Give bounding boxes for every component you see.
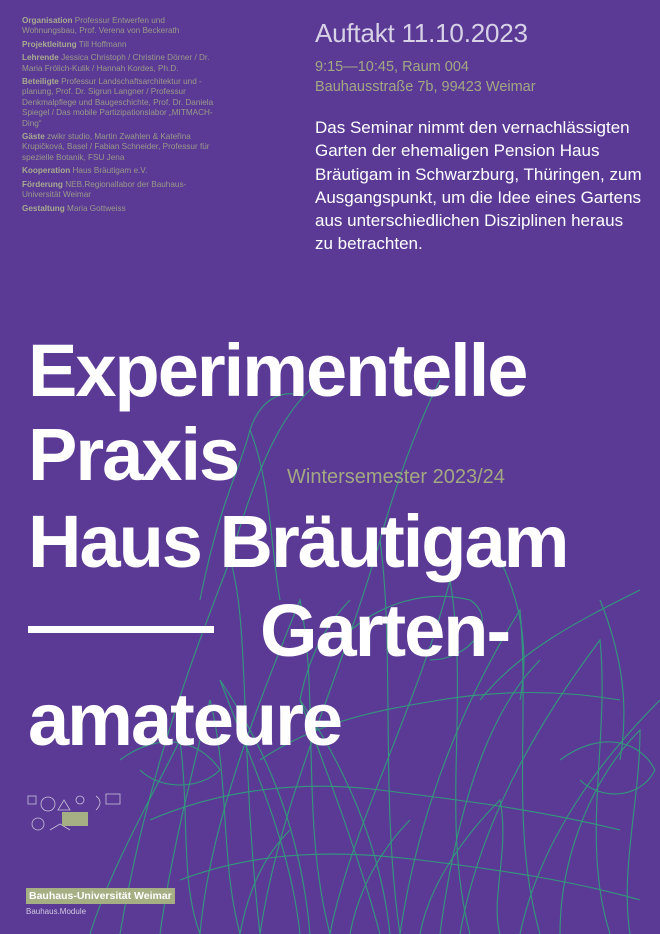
event-date: Auftakt 11.10.2023: [315, 18, 528, 48]
event-details: [315, 57, 536, 97]
title-line-5: amateure: [28, 678, 342, 761]
university-logo-text: Bauhaus-Universität Weimar: [26, 888, 175, 904]
credit-row: [22, 40, 218, 50]
title-line-2: Praxis: [28, 413, 239, 496]
credit-label: Organisation: [22, 16, 73, 25]
credit-text: NEB.Regionallabor der Bauhaus-Universität Weimar: [22, 179, 187, 200]
credit-text: Jessica Christoph / Christine Dörner / Dr. Maria Frölich-Kulik / Hannah Kordes, Ph.D.: [22, 53, 210, 73]
credit-row: [22, 53, 218, 74]
credit-label: Lehrende: [22, 53, 59, 63]
title-line-4: [28, 589, 510, 672]
credit-text: Till Hoffmann: [78, 39, 127, 49]
title-line-3: Haus Bräutigam: [28, 500, 568, 583]
credit-row: [22, 180, 218, 201]
event-time: 9:15—10:45, Raum 004: [315, 59, 469, 75]
credits-block: [22, 16, 218, 217]
credit-row: [22, 16, 218, 37]
credit-row: [22, 204, 218, 214]
seminar-description: Das Seminar nimmt den vernachlässigten Garten der ehemaligen Pension Haus Bräutigam in Schwarzburg, Thüringen, zum Ausgangspunkt, um die Idee eines Gartens aus unterschiedlichen Disziplinen heraus zu betrachten.: [315, 118, 642, 254]
event-address: Bauhausstraße 7b, 99423 Weimar: [315, 79, 536, 95]
credit-text: Haus Bräutigam e.V.: [72, 166, 148, 176]
credit-row: [22, 132, 218, 163]
credit-label: Kooperation: [22, 166, 71, 176]
credit-text: Professur Entwerfen und Wohnungsbau, Prof. Verena von Beckerath: [22, 16, 180, 36]
title-line-1: Experimentelle: [28, 329, 527, 412]
credit-text: Maria Gottweiss: [67, 203, 126, 213]
university-logo-sub: Bauhaus.Module: [26, 907, 87, 916]
credit-row: [22, 77, 218, 129]
semester-label: Wintersemester 2023/24: [287, 466, 505, 488]
credit-label: Beteiligte: [22, 77, 59, 87]
credit-row: [22, 166, 218, 176]
credit-label: Gestaltung: [22, 203, 65, 213]
credit-text: zwikr studio, Martin Zwahlen & Kateřina Krupičková, Basel / Fabian Schneider, Professur für spezielle Botanik, FSU Jena: [22, 132, 210, 162]
dash-rule: [28, 626, 214, 633]
university-logo: [26, 886, 175, 916]
credit-label: Förderung: [22, 179, 63, 189]
title-line-4-text: Garten-: [260, 589, 510, 672]
credit-label: Projektleitung: [22, 39, 77, 49]
credit-label: Gäste: [22, 132, 45, 142]
credit-text: Professur Landschaftsarchitektur und -planung, Prof. Dr. Sigrun Langner / Professur Denkmalpflege und Baugeschichte, Prof. Dr. Daniela Spiegel / Das mobile Partizipationslabor „MITMACH-Ding“: [22, 77, 214, 128]
partner-logos-icon: [26, 790, 136, 840]
